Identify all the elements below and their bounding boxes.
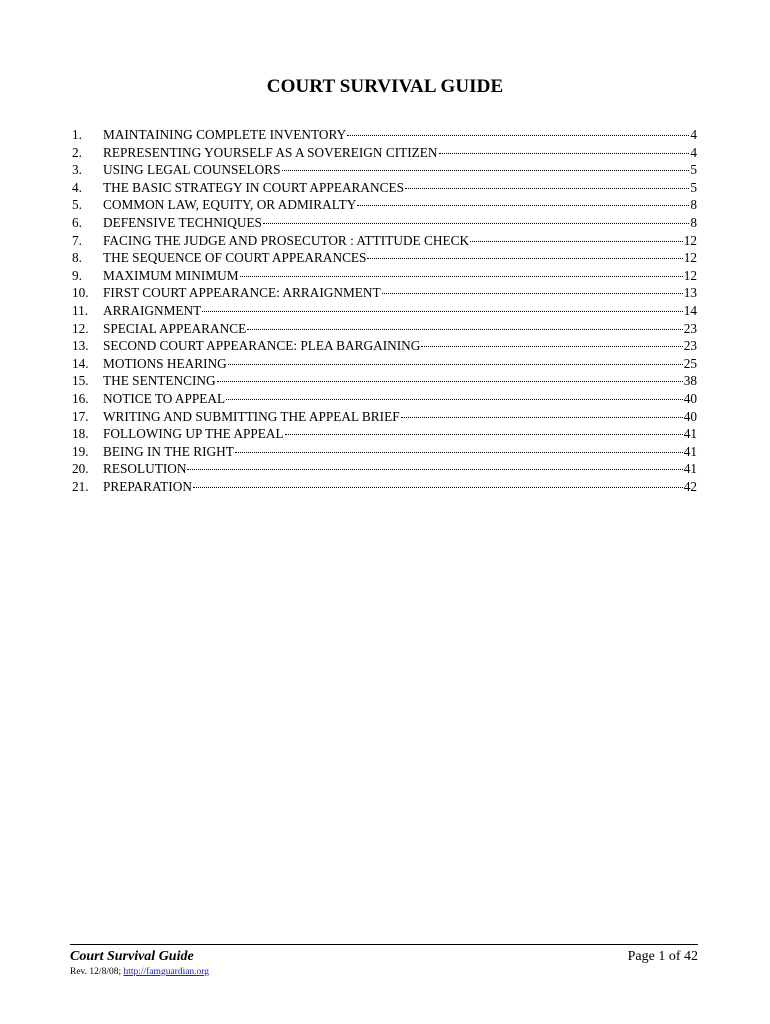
toc-entry-title: MAXIMUM MINIMUM	[103, 267, 239, 283]
toc-entry[interactable]	[72, 161, 697, 179]
toc-entry[interactable]	[72, 179, 697, 197]
toc-dot-leader	[193, 486, 683, 488]
toc-entry-page: 25	[683, 355, 697, 371]
toc-entry[interactable]	[72, 249, 697, 267]
toc-entry-number: 9.	[72, 267, 82, 283]
toc-dot-leader	[405, 187, 689, 189]
toc-dot-leader	[439, 152, 690, 154]
toc-entry[interactable]	[72, 460, 697, 478]
toc-entry-page: 8	[690, 197, 697, 213]
toc-dot-leader	[247, 328, 682, 330]
toc-entry[interactable]	[72, 478, 697, 496]
toc-entry-title: USING LEGAL COUNSELORS	[103, 162, 281, 178]
toc-entry-title: THE BASIC STRATEGY IN COURT APPEARANCES	[103, 179, 405, 195]
toc-entry-page: 12	[683, 232, 697, 248]
toc-entry[interactable]	[72, 144, 697, 162]
toc-entry-title: BEING IN THE RIGHT	[103, 443, 234, 459]
toc-entry-title: SECOND COURT APPEARANCE: PLEA BARGAINING	[103, 338, 421, 354]
toc-entry-number: 5.	[72, 197, 82, 213]
footer-rule	[70, 944, 698, 945]
toc-entry-title: MOTIONS HEARING	[103, 355, 227, 371]
document-title: COURT SURVIVAL GUIDE	[266, 76, 504, 97]
toc-dot-leader	[282, 169, 690, 171]
toc-entry-title: RESOLUTION	[103, 461, 187, 477]
toc-entry-title: COMMON LAW, EQUITY, OR ADMIRALTY	[103, 197, 357, 213]
toc-entry[interactable]	[72, 214, 697, 232]
toc-entry-page: 4	[690, 127, 697, 142]
toc-entry[interactable]	[72, 337, 697, 355]
toc-entry-number: 14.	[72, 355, 89, 371]
toc-entry-title: REPRESENTING YOURSELF AS A SOVEREIGN CITIZEN	[103, 144, 438, 160]
toc-entry-page: 14	[683, 302, 697, 318]
toc-entry-title: THE SENTENCING	[103, 373, 216, 389]
toc-entry[interactable]	[72, 320, 697, 338]
toc-entry-page: 41	[683, 461, 697, 477]
toc-entry[interactable]	[72, 443, 697, 461]
toc-entry-number: 15.	[72, 373, 89, 389]
toc-entry-number: 8.	[72, 250, 82, 266]
toc-entry-page: 41	[683, 426, 697, 442]
toc-dot-leader	[235, 451, 683, 453]
toc-entry[interactable]	[72, 425, 697, 443]
toc-entry-title: MAINTAINING COMPLETE INVENTORY	[103, 127, 347, 142]
toc-dot-leader	[228, 363, 683, 365]
toc-entry-page: 13	[683, 285, 697, 301]
toc-entry-page: 5	[690, 162, 697, 178]
footer-link[interactable]: http://famguardian.org	[123, 967, 210, 977]
toc-entry-page: 40	[683, 390, 697, 406]
toc-entry-page: 40	[683, 408, 697, 424]
toc-dot-leader	[217, 380, 683, 382]
toc-entry[interactable]	[72, 408, 697, 426]
toc-entry-title: ARRAIGNMENT	[103, 302, 202, 318]
toc-entry-number: 13.	[72, 338, 89, 354]
toc-dot-leader	[401, 416, 683, 418]
toc-dot-leader	[470, 240, 683, 242]
toc-entry-number: 10.	[72, 285, 89, 301]
toc-dot-leader	[263, 222, 689, 224]
toc-entry[interactable]	[72, 196, 697, 214]
toc-entry-title: DEFENSIVE TECHNIQUES	[103, 214, 262, 230]
toc-entry-number: 17.	[72, 408, 89, 424]
toc-entry-page: 5	[690, 179, 697, 195]
toc-entry-number: 16.	[72, 390, 89, 406]
toc-entry-number: 1.	[72, 127, 82, 142]
toc-entry-number: 6.	[72, 214, 82, 230]
toc-entry-page: 12	[683, 250, 697, 266]
toc-entry-number: 2.	[72, 144, 82, 160]
toc-entry-page: 42	[683, 478, 697, 494]
footer-revision-date: Rev. 12/8/08;	[70, 967, 122, 977]
toc-entry-number: 21.	[72, 478, 89, 494]
toc-entry-number: 3.	[72, 162, 82, 178]
toc-entry[interactable]	[72, 267, 697, 285]
toc-entry-number: 12.	[72, 320, 89, 336]
toc-entry-title: SPECIAL APPEARANCE	[103, 320, 247, 336]
toc-entry-title: FACING THE JUDGE AND PROSECUTOR : ATTITUDE CHECK	[103, 232, 470, 248]
toc-entry-number: 19.	[72, 443, 89, 459]
toc-dot-leader	[421, 345, 682, 347]
toc-dot-leader	[382, 292, 683, 294]
toc-entry-title: FOLLOWING UP THE APPEAL	[103, 426, 284, 442]
toc-entry-title: NOTICE TO APPEAL	[103, 390, 226, 406]
toc-entry-number: 11.	[72, 302, 89, 318]
toc-dot-leader	[240, 275, 683, 277]
toc-dot-leader	[226, 398, 683, 400]
toc-entry[interactable]	[72, 355, 697, 373]
toc-dot-leader	[367, 257, 682, 259]
toc-entry-number: 18.	[72, 426, 89, 442]
footer-title: Court Survival Guide	[70, 949, 194, 964]
toc-entry-page: 12	[683, 267, 697, 283]
toc-entry-title: THE SEQUENCE OF COURT APPEARANCES	[103, 250, 367, 266]
toc-dot-leader	[202, 310, 682, 312]
toc-entry[interactable]	[72, 390, 697, 408]
toc-entry[interactable]	[72, 302, 697, 320]
toc-entry-number: 4.	[72, 179, 82, 195]
toc-entry[interactable]	[72, 284, 697, 302]
toc-entry-title: FIRST COURT APPEARANCE: ARRAIGNMENT	[103, 285, 381, 301]
toc-entry-page: 23	[683, 320, 697, 336]
toc-entry[interactable]	[72, 232, 697, 250]
footer-page-number: Page 1 of 42	[627, 949, 698, 964]
table-of-contents	[72, 126, 697, 495]
toc-dot-leader	[187, 468, 682, 470]
toc-entry-page: 8	[690, 214, 697, 230]
toc-dot-leader	[347, 134, 689, 136]
toc-entry-number: 20.	[72, 461, 89, 477]
toc-entry-title: PREPARATION	[103, 478, 192, 494]
toc-entry-title: WRITING AND SUBMITTING THE APPEAL BRIEF	[103, 408, 400, 424]
toc-entry-page: 23	[683, 338, 697, 354]
toc-entry[interactable]	[72, 126, 697, 144]
toc-dot-leader	[357, 204, 689, 206]
toc-entry-page: 41	[683, 443, 697, 459]
toc-entry-page: 38	[683, 373, 697, 389]
toc-entry-number: 7.	[72, 232, 82, 248]
toc-entry-page: 4	[690, 144, 697, 160]
footer-revision	[70, 967, 209, 977]
toc-dot-leader	[285, 433, 683, 435]
toc-entry[interactable]	[72, 372, 697, 390]
